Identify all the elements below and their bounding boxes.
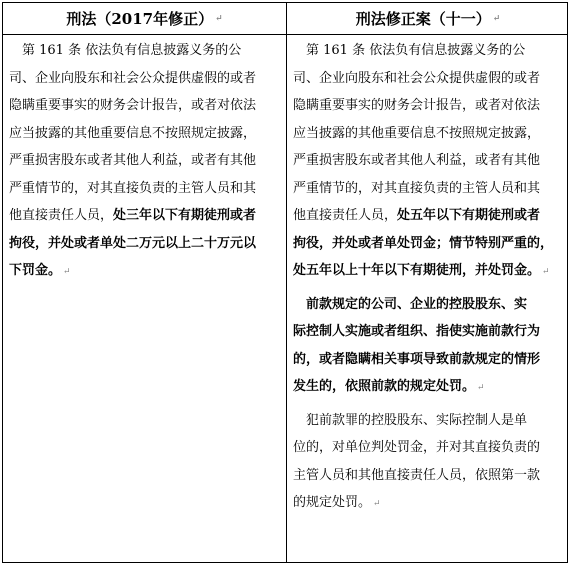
paragraph (293, 407, 563, 517)
text-line (9, 92, 281, 120)
text-run: 严重损害股东或者其他人利益，或者有其他 (9, 153, 257, 168)
text-run: 的规定处罚。 (293, 495, 372, 510)
text-line (9, 37, 281, 65)
bold-text-run: 处五年以上十年以下有期徒刑，并处罚金。 (293, 263, 541, 278)
text-run: 第 161 条 依法负有信息披露义务的公 (9, 43, 242, 58)
text-run: 主管人员和其他直接责任人员，依照第一款 (293, 467, 541, 483)
text-run: 严重情节的，对其直接负责的主管人员和其 (293, 180, 541, 196)
text-run: 位的，对单位判处罚金，并对其直接负责的 (293, 440, 541, 455)
bold-text-run: 的，或者隐瞒相关事项导致前款规定的情形 (293, 351, 541, 367)
text-line (293, 147, 563, 175)
text-run: 隐瞒重要事实的财务会计报告，或者对依法 (293, 98, 541, 113)
comparison-table (2, 2, 568, 563)
text-line (293, 407, 563, 435)
bold-text-run: 际控制人实施或者组织、指使实施前款行为 (293, 324, 541, 339)
paragraph-mark: ↵ (373, 499, 381, 509)
paragraph-mark: ↵ (542, 267, 550, 277)
text-line (293, 434, 563, 462)
text-run: 司、企业向股东和社会公众提供虚假的或者 (293, 70, 541, 86)
right-cell (293, 37, 563, 517)
paragraph-mark: ↵ (63, 267, 71, 277)
text-run: 第 161 条 依法负有信息披露义务的公 (293, 43, 526, 58)
header-left (3, 3, 286, 34)
bold-text-run: 拘役，并处或者单处二万元以上二十万元以 (9, 235, 257, 251)
text-run: 应当披露的其他重要信息不按照规定披露， (9, 125, 257, 141)
text-line (293, 462, 563, 490)
text-run: 严重损害股东或者其他人利益，或者有其他 (293, 153, 541, 168)
paragraph-mark: ↵ (492, 13, 501, 24)
text-line (293, 120, 563, 148)
text-line (293, 257, 563, 285)
text-run: 他直接责任人员， (9, 208, 114, 223)
bold-text-run: 拘役，并处或者单处罚金；情节特别严重的， (293, 235, 554, 251)
column-divider (286, 3, 287, 562)
text-line (293, 202, 563, 230)
text-run: 司、企业向股东和社会公众提供虚假的或者 (9, 70, 257, 86)
text-run: 隐瞒重要事实的财务会计报告，或者对依法 (9, 98, 257, 113)
bold-text-run: 前款规定的公司、企业的控股股东、实 (293, 296, 528, 312)
text-run: 他直接责任人员， (293, 208, 398, 223)
bold-text-run: 处五年以下有期徒刑或者 (397, 208, 541, 223)
paragraph-mark: ↵ (477, 383, 485, 393)
text-line (293, 175, 563, 203)
text-line (9, 65, 281, 93)
bold-text-run: 下罚金。 (9, 263, 62, 278)
text-line (9, 175, 281, 203)
text-line (293, 37, 563, 65)
text-line (9, 230, 281, 258)
paragraph (293, 291, 563, 401)
header-right-text: 刑法修正案（十一） (355, 10, 491, 28)
header-divider (3, 34, 567, 35)
text-run: 犯前款罪的控股股东、实际控制人是单 (293, 412, 528, 428)
left-cell (9, 37, 281, 285)
text-line (293, 230, 563, 258)
paragraph (9, 37, 281, 285)
text-line (9, 120, 281, 148)
header-right (287, 3, 569, 34)
text-line (293, 318, 563, 346)
text-line (293, 291, 563, 319)
text-line (293, 346, 563, 374)
text-line (9, 202, 281, 230)
bold-text-run: 发生的，依照前款的规定处罚。 (293, 379, 476, 394)
text-line (9, 257, 281, 285)
paragraph-mark: ↵ (215, 13, 223, 24)
header-left-text: 刑法（2017年修正） (66, 10, 214, 28)
text-run: 严重情节的，对其直接负责的主管人员和其 (9, 180, 257, 196)
paragraph (293, 37, 563, 285)
text-line (293, 489, 563, 517)
bold-text-run: 处三年以下有期徒刑或者 (113, 208, 257, 223)
text-line (293, 65, 563, 93)
text-line (293, 92, 563, 120)
text-line (293, 373, 563, 401)
text-run: 应当披露的其他重要信息不按照规定披露， (293, 125, 541, 141)
text-line (9, 147, 281, 175)
